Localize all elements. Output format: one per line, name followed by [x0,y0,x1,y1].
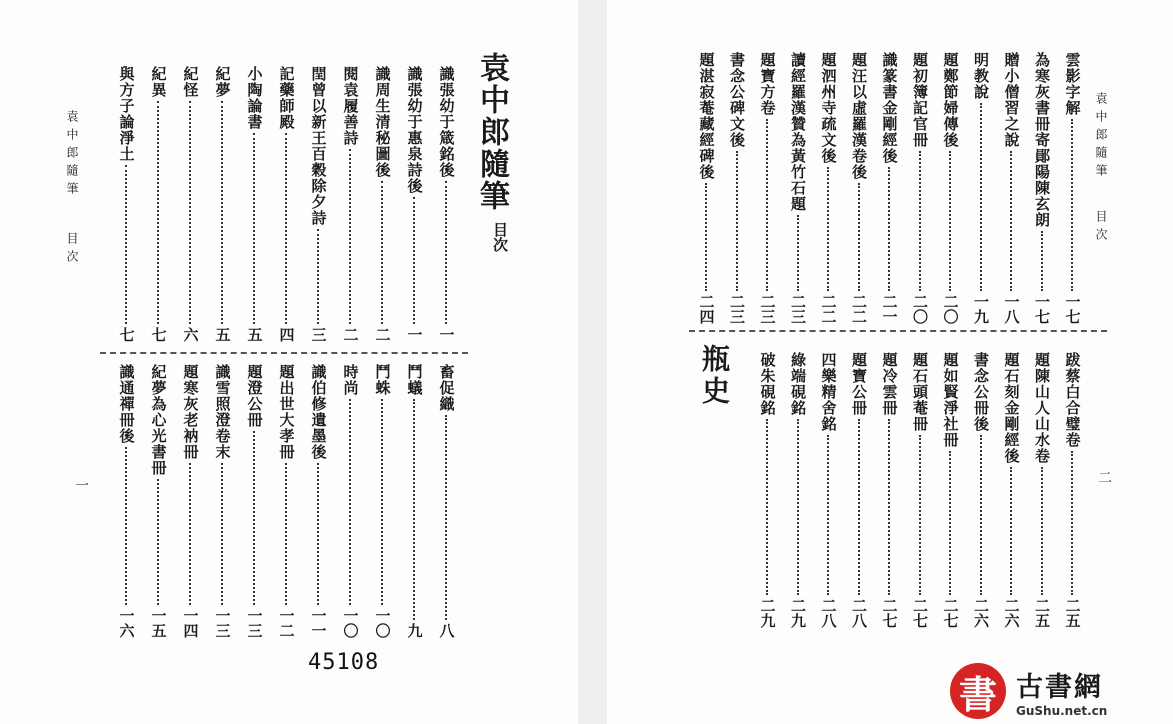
toc-entry-page-number: 一九 [972,294,990,324]
toc-entry [846,52,872,324]
site-watermark [950,658,1172,724]
toc-entry [241,364,267,638]
toc-entry [273,364,299,638]
toc-entry-page-number: 二三 [789,294,807,324]
toc-entry-title: 贈小僧習之說 [1002,52,1021,148]
dotted-leader [445,181,447,324]
running-head-section: 目次 [1094,210,1108,246]
toc-entry-title: 鬥蟻 [405,364,424,396]
toc-entry [337,364,363,638]
dotted-leader [445,415,447,620]
toc-entry-title: 題寶方卷 [758,52,777,116]
toc-entry-title: 為寒灰書冊寄鄖陽陳玄朗 [1033,52,1051,228]
toc-entry-page-number: 一六 [117,608,136,638]
dotted-leader [1041,467,1043,595]
toc-entry-page-number: 五 [245,327,264,342]
chapter-heading: 瓶史 [698,344,731,408]
section-label: 目次 [491,222,509,252]
toc-entry-title: 閏曾以新王百穀除夕詩 [309,66,328,226]
dotted-leader [827,167,829,291]
dotted-leader [381,399,383,605]
toc-entry-title: 與方子論淨土 [117,66,136,162]
toc-entry-title: 識伯修遺墨後 [309,364,328,460]
toc-entry-page-number: 二八 [819,598,838,628]
toc-entry-page-number: 二二 [819,294,838,324]
toc-entry-page-number: 七 [149,327,168,342]
dotted-leader [1071,451,1073,595]
toc-entry-title: 識張幼于箴銘後 [437,66,456,178]
toc-entry-title: 題寒灰老衲冊 [181,364,200,460]
toc-entry-title: 識篆書金剛經後 [880,52,899,164]
toc-entry-title: 識通禪冊後 [117,364,136,444]
dotted-leader [157,479,159,605]
toc-entry-page-number: 一四 [181,608,200,638]
dotted-leader [736,151,738,291]
toc-entry [145,66,171,342]
toc-entry [1029,352,1055,628]
running-head-section: 目次 [65,232,79,268]
toc-entry-page-number: 五 [213,327,232,342]
toc-entry [145,364,171,638]
toc-entry [998,52,1024,324]
toc-entry-title: 雲影字解 [1063,52,1082,116]
toc-entry [209,66,235,342]
toc-entry-title: 題如賢淨社冊 [941,352,960,448]
dotted-leader [413,399,415,620]
dotted-leader [797,419,799,595]
toc-entry-title: 閱袁履善詩 [341,66,360,146]
toc-entry-title: 書念公碑文後 [728,52,746,148]
toc-entry-title: 跋蔡白合璧卷 [1063,352,1082,448]
dotted-leader [125,447,127,605]
toc-entry [968,352,994,628]
toc-entry-page-number: 二三 [758,294,777,324]
toc-entry-title: 紀夢為心光書冊 [149,364,168,476]
watermark-name: 古書網 [1016,671,1103,703]
toc-entry [369,66,395,342]
running-head: 袁中郎隨筆 [65,110,79,200]
toc-entry-page-number: 一三 [213,608,232,638]
toc-entry [876,352,902,628]
toc-entry [937,52,963,324]
toc-entry [815,52,841,324]
toc-entry-title: 題泗州寺疏文後 [819,52,838,164]
toc-entry-title: 題石刻金剛經後 [1002,352,1021,464]
toc-entry [693,52,719,324]
toc-entry [998,352,1024,628]
toc-entry-title: 題湛寂菴藏經碑後 [697,52,716,180]
toc-entry [876,52,902,324]
toc-entry-page-number: 二七 [941,598,960,628]
dotted-leader [253,431,255,605]
toc-entry-page-number: 一 [405,327,424,342]
toc-entry-title: 題陳山人山水卷 [1033,352,1051,464]
toc-entry [724,52,750,324]
toc-entry [785,52,811,324]
toc-entry-title: 識周生清秘圖後 [373,66,392,178]
toc-entry-page-number: 一七 [1063,294,1082,324]
watermark-url: GuShu.net.cn [1016,703,1108,718]
toc-entry [907,352,933,628]
toc-entry-title: 綠端硯銘 [789,352,807,416]
toc-entry-page-number: 一二 [277,608,296,638]
toc-entry-page-number: 二九 [758,598,777,628]
dotted-leader [221,463,223,605]
toc-entry-page-number: 二七 [880,598,899,628]
dotted-leader [317,463,319,605]
toc-entry [401,364,427,638]
toc-entry-page-number: 一三 [245,608,264,638]
toc-entry-page-number: 一一 [309,608,328,638]
dotted-leader [919,151,921,291]
toc-entry-page-number: 八 [437,623,456,638]
toc-entry [305,66,331,342]
dotted-leader [221,101,223,324]
toc-entry-title: 題鄭節婦傳後 [941,52,960,148]
toc-entry-title: 題初簿記官冊 [911,52,929,148]
dotted-leader [1071,119,1073,291]
running-head: 袁中郎隨筆 [1094,92,1108,182]
dotted-leader [919,435,921,595]
catalog-number-stamp: 45108 [308,650,380,675]
toc-entry-title: 破朱硯銘 [758,352,777,416]
toc-entry-title: 題汪以虛羅漢卷後 [850,52,868,180]
dotted-leader [827,435,829,595]
toc-entry [369,364,395,638]
toc-entry-page-number: 二三 [728,294,746,324]
toc-entry-page-number: 二四 [697,294,716,324]
dotted-leader [980,103,982,291]
toc-entry [754,52,780,324]
toc-entry [433,66,459,342]
toc-entry [1029,52,1055,324]
toc-entry [815,352,841,628]
dotted-leader [317,229,319,324]
toc-entry-page-number: 二一 [880,294,899,324]
toc-entry-title: 識雪照澄卷末 [213,364,232,460]
toc-entry-title: 題石頭菴冊 [911,352,929,432]
dotted-leader [125,165,127,324]
dotted-leader [157,101,159,324]
dotted-leader [1010,151,1012,291]
toc-entry-page-number: 二六 [972,598,990,628]
dotted-leader [285,133,287,324]
dotted-leader [888,167,890,291]
toc-entry [433,364,459,638]
book-title: 袁中郎隨筆 [474,52,509,212]
dotted-leader [1010,467,1012,595]
toc-entry-title: 紀怪 [181,66,200,98]
dotted-leader [189,463,191,605]
dotted-leader [705,183,707,291]
section-divider [689,330,1107,332]
dotted-leader [381,181,383,324]
toc-entry-title: 題出世大孝冊 [277,364,296,460]
toc-entry-page-number: 一 [437,327,456,342]
dotted-leader [858,419,860,595]
toc-entry-title: 紀異 [149,66,168,98]
toc-entry-page-number: 二九 [789,598,807,628]
dotted-leader [858,183,860,291]
toc-entry-page-number: 三 [309,327,328,342]
toc-entry-title: 小陶論書 [245,66,264,130]
toc-entry [1059,52,1085,324]
toc-entry-page-number: 六 [181,327,200,342]
dotted-leader [189,101,191,324]
toc-entry-title: 時尚 [341,364,360,396]
toc-entry-title: 書念公冊後 [972,352,990,432]
toc-entry-page-number: 二二 [850,294,868,324]
toc-entry-page-number: 二五 [1063,598,1082,628]
toc-entry [1059,352,1085,628]
toc-entry-page-number: 一〇 [341,608,360,638]
dotted-leader [980,435,982,595]
toc-entry-title: 讀經羅漢贊為黃竹石題 [789,52,807,212]
toc-entry-title: 明教說 [972,52,990,100]
left-page [0,0,578,724]
toc-entry [907,52,933,324]
toc-entry-page-number: 二八 [850,598,868,628]
watermark-text [1016,665,1107,718]
toc-entry [113,66,139,342]
toc-entry-title: 鬥蛛 [373,364,392,396]
dotted-leader [766,119,768,291]
dotted-leader [797,215,799,291]
page-folio: 二 [1096,470,1112,484]
toc-entry [209,364,235,638]
dotted-leader [766,419,768,595]
toc-entry [337,66,363,342]
section-divider [100,352,468,354]
toc-entry-page-number: 一八 [1002,294,1021,324]
toc-entry-page-number: 二 [341,327,360,342]
toc-entry-page-number: 四 [277,327,296,342]
toc-entry-title: 紀夢 [213,66,232,98]
toc-entry-title: 題澄公冊 [245,364,264,428]
dotted-leader [888,419,890,595]
dotted-leader [949,151,951,291]
toc-entry [177,364,203,638]
toc-entry [113,364,139,638]
toc-entry-title: 四樂精舍銘 [819,352,838,432]
toc-entry [754,352,780,628]
book-gutter [578,0,607,724]
toc-entry [785,352,811,628]
toc-entry-page-number: 一五 [149,608,168,638]
toc-entry-page-number: 一〇 [373,608,392,638]
toc-entry-page-number: 九 [405,623,424,638]
toc-entry-page-number: 二五 [1033,598,1051,628]
toc-entry-title: 題寶公冊 [850,352,868,416]
toc-entry-title: 題冷雲冊 [880,352,899,416]
toc-entry-title: 記藥師殿 [277,66,296,130]
toc-entry [241,66,267,342]
toc-entry-page-number: 二 [373,327,392,342]
dotted-leader [1041,231,1043,291]
seal-logo-icon: 書 [950,663,1006,719]
toc-entry-page-number: 二〇 [941,294,960,324]
toc-entry-page-number: 一七 [1033,294,1051,324]
dotted-leader [253,133,255,324]
toc-entry [846,352,872,628]
dotted-leader [949,451,951,595]
dotted-leader [349,399,351,605]
right-page [607,0,1173,724]
toc-entry [305,364,331,638]
toc-entry [937,352,963,628]
page-folio: 一 [73,478,89,492]
toc-entry-page-number: 二六 [1002,598,1021,628]
dotted-leader [349,149,351,324]
toc-entry [273,66,299,342]
toc-entry [968,52,994,324]
toc-entry-page-number: 七 [117,327,136,342]
toc-entry [401,66,427,342]
dotted-leader [413,197,415,324]
toc-entry-title: 識張幼于惠泉詩後 [405,66,424,194]
dotted-leader [285,463,287,605]
toc-entry [177,66,203,342]
toc-entry-page-number: 二〇 [911,294,929,324]
toc-entry-page-number: 二七 [911,598,929,628]
toc-entry-title: 畜促織 [437,364,456,412]
